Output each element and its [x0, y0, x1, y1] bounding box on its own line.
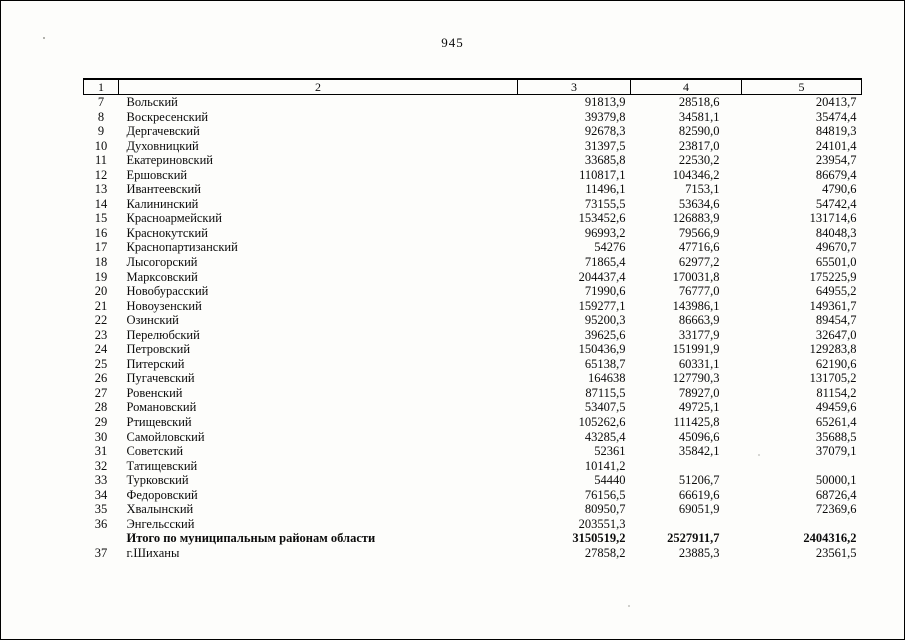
value-col5-cell: 20413,7 [815, 95, 857, 109]
table-header-row [84, 79, 862, 95]
value-col5-cell: 89454,7 [815, 313, 857, 328]
row-number-cell: 31 [94, 444, 108, 459]
district-name-cell: Перелюбский [126, 327, 200, 342]
row-number-cell: 29 [94, 415, 108, 430]
value-col5-cell: 131705,2 [809, 371, 857, 386]
district-name-cell: Краснопартизанский [126, 240, 238, 255]
value-col3-cell: 95200,3 [584, 313, 626, 328]
district-name-cell: Итого по муниципальным районам области [126, 531, 376, 546]
value-col5-cell: 50000,1 [815, 473, 857, 488]
row-number-cell: 25 [94, 356, 108, 371]
value-col3-cell: 203551,3 [578, 516, 626, 531]
table-row [84, 371, 862, 386]
table-row [84, 517, 862, 532]
district-name-cell: Ртищевский [126, 415, 192, 430]
district-name-cell: Татищевский [126, 458, 198, 473]
value-col4-cell: 143986,1 [672, 298, 720, 313]
district-name-cell: Ивантеевский [126, 182, 201, 197]
value-col3-cell: 87115,5 [585, 385, 626, 400]
value-col5-cell: 35688,5 [815, 429, 857, 444]
value-col3-cell: 96993,2 [584, 225, 626, 240]
value-col5-cell: 23561,5 [815, 545, 857, 560]
value-col3-cell: 164638 [588, 371, 626, 386]
value-col5-cell: 84819,3 [815, 124, 857, 139]
district-name-cell: Красноармейский [126, 211, 222, 226]
table-row [84, 255, 862, 270]
value-col3-cell: 27858,2 [584, 545, 626, 560]
row-number-cell: 14 [94, 196, 108, 211]
value-col5-cell: 68726,4 [815, 487, 857, 502]
value-col5-cell: 4790,6 [822, 182, 857, 197]
value-col4-cell: 79566,9 [678, 225, 720, 240]
value-col4-cell: 49725,1 [678, 400, 720, 415]
value-col3-cell: 80950,7 [584, 502, 626, 517]
table-row [84, 415, 862, 430]
scan-speck [628, 605, 630, 607]
district-name-cell: Петровский [126, 342, 191, 357]
row-number-cell: 8 [97, 109, 105, 124]
value-col4-cell: 86663,9 [678, 313, 720, 328]
row-number-cell: 33 [94, 473, 108, 488]
district-name-cell: Краснокутский [126, 225, 208, 240]
row-number-cell: 21 [94, 298, 108, 313]
district-name-cell: Воскресенский [126, 109, 209, 124]
table-row [84, 342, 862, 357]
district-name-cell: Марксовский [126, 269, 198, 284]
value-col4-cell: 104346,2 [672, 167, 720, 182]
header-col-5: 5 [742, 79, 862, 95]
header-col-3: 3 [518, 79, 631, 95]
table-body [84, 95, 862, 561]
row-number-cell: 16 [94, 225, 108, 240]
page-number: 945 [441, 35, 464, 50]
value-col5-cell: 72369,6 [815, 502, 857, 517]
district-name-cell: Озинский [126, 313, 179, 328]
value-col3-cell: 73155,5 [584, 196, 626, 211]
value-col4-cell: 33177,9 [678, 327, 720, 342]
row-number-cell: 36 [94, 516, 108, 531]
value-col4-cell: 62977,2 [678, 255, 720, 270]
district-name-cell: Питерский [126, 356, 185, 371]
value-col3-cell: 54276 [594, 240, 626, 255]
district-name-cell: Романовский [126, 400, 197, 415]
table-row [84, 284, 862, 299]
table-row [84, 473, 862, 488]
table-row [84, 168, 862, 183]
value-col4-cell: 111425,8 [673, 415, 720, 430]
value-col4-cell: 76777,0 [678, 284, 720, 299]
district-name-cell: Новобурасский [126, 284, 209, 299]
district-name-cell: Ершовский [126, 167, 188, 182]
district-name-cell: Советский [126, 444, 184, 459]
district-name-cell: Новоузенский [126, 298, 202, 313]
value-col5-cell: 65261,4 [815, 415, 857, 430]
table-row [84, 546, 862, 561]
value-col3-cell: 65138,7 [584, 356, 626, 371]
value-col4-cell [631, 517, 742, 532]
value-col5-cell: 64955,2 [815, 284, 857, 299]
district-name-cell: Екатериновский [126, 153, 213, 168]
value-col4-cell: 51206,7 [678, 473, 720, 488]
header-col-2: 2 [119, 79, 518, 95]
value-col4-cell: 82590,0 [678, 124, 720, 139]
value-col5-cell: 32647,0 [815, 327, 857, 342]
table-row [84, 139, 862, 154]
value-col3-cell: 204437,4 [578, 269, 626, 284]
value-col5-cell: 54742,4 [815, 196, 857, 211]
value-col5-cell: 2404316,2 [803, 531, 857, 546]
row-number-cell: 20 [94, 284, 108, 299]
district-name-cell: Самойловский [126, 429, 205, 444]
row-number-cell: 35 [94, 502, 108, 517]
value-col5-cell: 35474,4 [815, 109, 857, 124]
row-number-cell: 32 [94, 458, 108, 473]
row-number-cell: 27 [94, 385, 108, 400]
table-row [84, 110, 862, 125]
table-row [84, 270, 862, 285]
value-col4-cell: 78927,0 [678, 385, 720, 400]
value-col3-cell: 71990,6 [584, 284, 626, 299]
value-col3-cell: 39625,6 [584, 327, 626, 342]
value-col4-cell: 23817,0 [678, 138, 720, 153]
value-col5-cell: 49459,6 [815, 400, 857, 415]
district-name-cell: Пугачевский [126, 371, 195, 386]
row-number-cell: 17 [94, 240, 108, 255]
row-number-cell: 26 [94, 371, 108, 386]
value-col3-cell: 53407,5 [584, 400, 626, 415]
row-number-cell: 19 [94, 269, 108, 284]
table-row [84, 400, 862, 415]
table-row [84, 211, 862, 226]
value-col4-cell: 170031,8 [672, 269, 720, 284]
value-col4-cell: 28518,6 [678, 95, 720, 109]
value-col4-cell: 35842,1 [678, 444, 720, 459]
value-col3-cell: 54440 [594, 473, 626, 488]
row-number-cell: 10 [94, 138, 108, 153]
row-number-cell: 9 [97, 124, 105, 139]
value-col4-cell: 22530,2 [678, 153, 720, 168]
scan-speck [43, 37, 45, 39]
value-col5-cell: 129283,8 [809, 342, 857, 357]
table-header [84, 79, 862, 95]
row-number-cell: 24 [94, 342, 108, 357]
value-col4-cell: 2527911,7 [667, 531, 720, 546]
table-row [84, 197, 862, 212]
value-col4-cell: 7153,1 [685, 182, 720, 197]
table-row [84, 124, 862, 139]
table-row [84, 357, 862, 372]
data-table [83, 78, 862, 561]
table-row [84, 153, 862, 168]
district-name-cell: Вольский [126, 95, 178, 109]
value-col4-cell: 53634,6 [678, 196, 720, 211]
value-col5-cell: 81154,2 [816, 385, 857, 400]
district-name-cell: Энгельсский [126, 516, 195, 531]
table-row [84, 95, 862, 110]
value-col4-cell: 126883,9 [672, 211, 720, 226]
value-col5-cell: 175225,9 [809, 269, 857, 284]
value-col4-cell: 66619,6 [678, 487, 720, 502]
value-col3-cell: 52361 [594, 444, 626, 459]
row-number-cell: 23 [94, 327, 108, 342]
table-row [84, 502, 862, 517]
district-name-cell: Хвалынский [126, 502, 194, 517]
row-number-cell: 7 [97, 95, 105, 109]
district-name-cell: Калининский [126, 196, 199, 211]
value-col3-cell: 31397,5 [584, 138, 626, 153]
value-col5-cell [742, 459, 862, 474]
value-col3-cell: 153452,6 [578, 211, 626, 226]
table-row [84, 313, 862, 328]
value-col5-cell: 65501,0 [815, 255, 857, 270]
district-name-cell: г.Шиханы [126, 545, 180, 560]
value-col5-cell: 24101,4 [815, 138, 857, 153]
value-col4-cell: 34581,1 [678, 109, 720, 124]
table-row [84, 459, 862, 474]
row-number-cell [84, 531, 119, 546]
table-row [84, 182, 862, 197]
value-col3-cell: 76156,5 [584, 487, 626, 502]
value-col3-cell: 105262,6 [578, 415, 626, 430]
value-col3-cell: 11496,1 [585, 182, 626, 197]
header-col-4: 4 [631, 79, 742, 95]
value-col5-cell: 86679,4 [815, 167, 857, 182]
row-number-cell: 37 [94, 545, 108, 560]
value-col4-cell: 127790,3 [672, 371, 720, 386]
row-number-cell: 11 [94, 153, 108, 168]
total-row [84, 531, 862, 546]
row-number-cell: 22 [94, 313, 108, 328]
value-col4-cell [631, 459, 742, 474]
value-col5-cell: 131714,6 [809, 211, 857, 226]
value-col3-cell: 33685,8 [584, 153, 626, 168]
table-row [84, 328, 862, 343]
value-col5-cell: 149361,7 [809, 298, 857, 313]
row-number-cell: 12 [94, 167, 108, 182]
district-name-cell: Турковский [126, 473, 189, 488]
row-number-cell: 15 [94, 211, 108, 226]
table-row [84, 488, 862, 503]
table-row [84, 299, 862, 314]
row-number-cell: 30 [94, 429, 108, 444]
value-col3-cell: 43285,4 [584, 429, 626, 444]
district-name-cell: Духовницкий [126, 138, 199, 153]
value-col4-cell: 151991,9 [672, 342, 720, 357]
value-col5-cell [742, 517, 862, 532]
header-col-1: 1 [84, 79, 119, 95]
row-number-cell: 13 [94, 182, 108, 197]
value-col3-cell: 71865,4 [584, 255, 626, 270]
scan-speck [758, 454, 760, 456]
value-col4-cell: 69051,9 [678, 502, 720, 517]
row-number-cell: 18 [94, 255, 108, 270]
value-col4-cell: 23885,3 [678, 545, 720, 560]
value-col5-cell: 84048,3 [815, 225, 857, 240]
value-col5-cell: 49670,7 [815, 240, 857, 255]
value-col3-cell: 91813,9 [584, 95, 626, 109]
district-name-cell: Федоровский [126, 487, 198, 502]
value-col3-cell: 110817,1 [579, 167, 626, 182]
table-row [84, 430, 862, 445]
value-col3-cell: 92678,3 [584, 124, 626, 139]
district-name-cell: Дергачевский [126, 124, 200, 139]
value-col4-cell: 60331,1 [678, 356, 720, 371]
value-col5-cell: 23954,7 [815, 153, 857, 168]
value-col3-cell: 10141,2 [584, 458, 626, 473]
table-row [84, 240, 862, 255]
value-col3-cell: 3150519,2 [572, 531, 626, 546]
table-row [84, 444, 862, 459]
row-number-cell: 34 [94, 487, 108, 502]
value-col3-cell: 150436,9 [578, 342, 626, 357]
value-col5-cell: 62190,6 [815, 356, 857, 371]
table-row [84, 386, 862, 401]
value-col5-cell: 37079,1 [815, 444, 857, 459]
value-col4-cell: 45096,6 [678, 429, 720, 444]
value-col3-cell: 159277,1 [578, 298, 626, 313]
district-name-cell: Лысогорский [126, 255, 198, 270]
district-name-cell: Ровенский [126, 385, 183, 400]
value-col3-cell: 39379,8 [584, 109, 626, 124]
table-row [84, 226, 862, 241]
row-number-cell: 28 [94, 400, 108, 415]
value-col4-cell: 47716,6 [678, 240, 720, 255]
